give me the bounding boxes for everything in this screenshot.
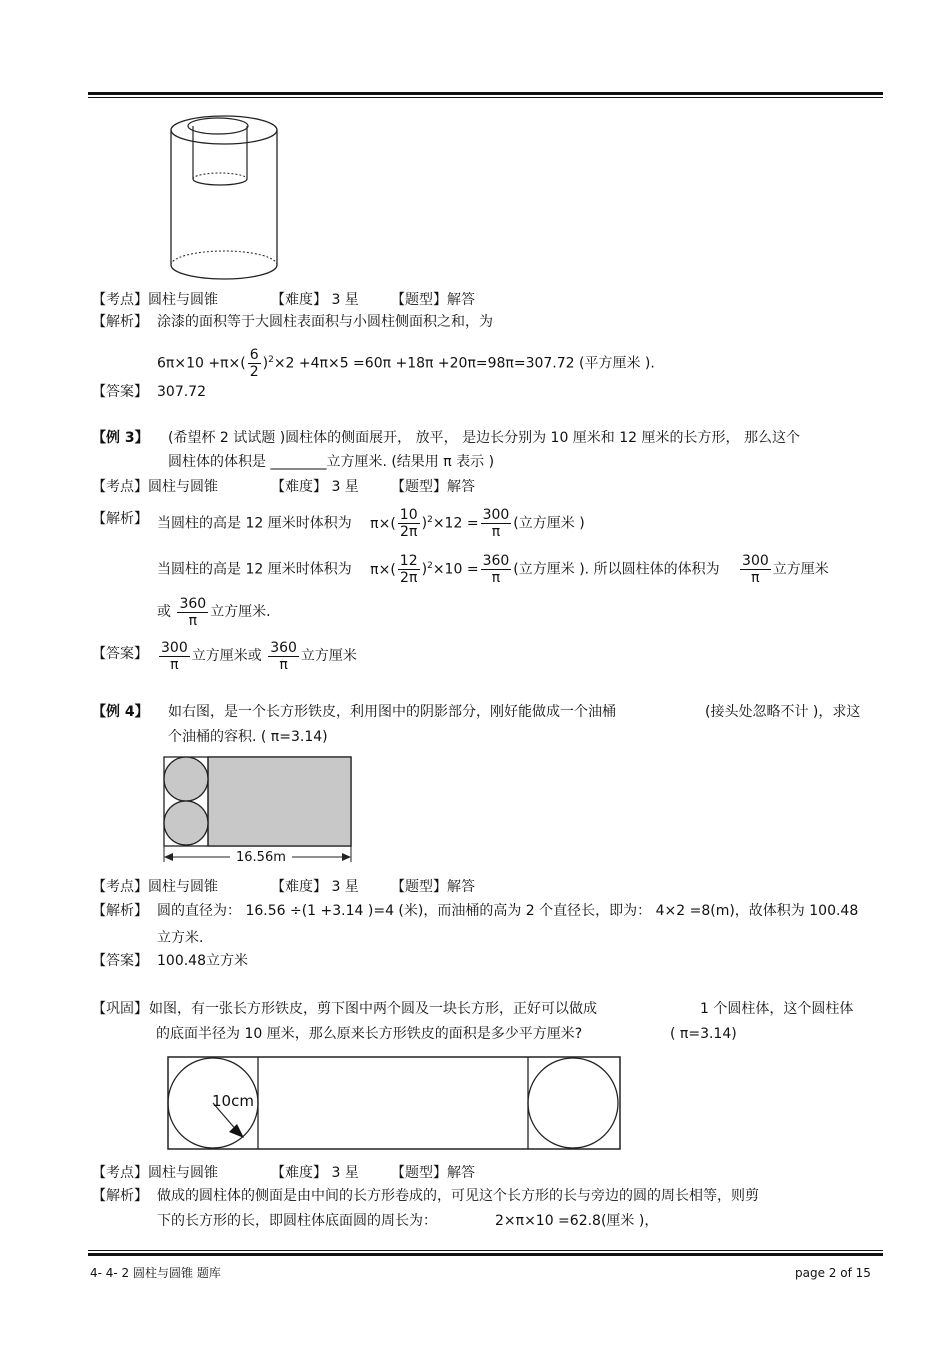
formula-line — [157, 340, 655, 384]
fraction — [481, 553, 512, 586]
formula-part: ×10 = — [432, 561, 479, 578]
unit: 立方厘米或 — [191, 648, 262, 664]
example-3-line1: (希望杯 2 试试题 )圆柱体的侧面展开， 放平， 是边长分别为 10 厘米和 12 厘米的长方形， 那么这个 — [168, 430, 800, 446]
denominator: π — [491, 524, 501, 541]
denominator: 2π — [400, 524, 418, 541]
fraction — [248, 347, 261, 380]
denominator: π — [751, 570, 760, 587]
exponent: 2 — [427, 561, 433, 571]
jiexi-line1: 圆的直径为： 16.56 ÷(1 +3.14 )=4 (米)，而油桶的高为 2 个直径长，即为： 4×2 =8(m)，故体积为 100.48 — [157, 903, 859, 919]
answer-value: 100.48立方米 — [157, 953, 248, 969]
fraction — [481, 507, 512, 540]
denominator: π — [491, 570, 501, 587]
radius-label: 10cm — [212, 1092, 254, 1110]
gonggu-label: 【巩固】 — [92, 1001, 148, 1017]
fraction — [159, 640, 190, 673]
footer-left: 4- 4- 2 圆柱与圆锥 题库 — [90, 1266, 221, 1280]
formula-part: ) — [262, 355, 269, 372]
jiexi-label: 【解析】 — [92, 903, 148, 919]
formula-part: 6π×10 +π×( — [157, 355, 246, 372]
meta-tixing: 【题型】解答 — [391, 1165, 475, 1181]
numerator: 300 — [742, 553, 769, 570]
meta-nandu: 【难度】 3 星 — [271, 1165, 359, 1181]
meta-nandu: 【难度】 3 星 — [271, 479, 359, 495]
denominator: π — [279, 656, 288, 673]
meta-tixing: 【题型】解答 — [391, 879, 475, 895]
answer-label: 【答案】 — [92, 953, 148, 969]
exponent: 2 — [268, 355, 274, 365]
answer-value: 307.72 — [157, 384, 206, 400]
solution-text: 或 — [157, 604, 171, 620]
solution-text: 当圆柱的高是 12 厘米时体积为 — [157, 515, 352, 532]
denominator: π — [170, 656, 179, 673]
nested-cylinder-figure — [160, 108, 290, 280]
numerator: 10 — [399, 507, 418, 524]
jiexi-label: 【解析】 — [92, 314, 148, 330]
meta-nandu: 【难度】 3 星 — [271, 292, 359, 308]
formula-part: ) — [421, 515, 428, 532]
example-3-line2: 圆柱体的体积是 ________立方厘米. (结果用 π 表示 ) — [168, 454, 495, 470]
numerator: 12 — [399, 553, 418, 570]
example-4-line2: 个油桶的容积. ( π=3.14) — [168, 729, 328, 745]
solution-line-2 — [157, 546, 829, 590]
solution-line-1 — [157, 500, 585, 544]
numerator: 300 — [161, 639, 188, 656]
solution-text: 当圆柱的高是 12 厘米时体积为 — [157, 561, 352, 578]
exponent: 2 — [427, 515, 433, 525]
meta-kaodian: 【考点】圆柱与圆锥 — [92, 879, 218, 895]
unit: 立方厘米. — [210, 604, 271, 620]
denominator: π — [188, 612, 198, 629]
jiexi-line1: 做成的圆柱体的侧面是由中间的长方形卷成的，可见这个长方形的长与旁边的圆的周长相等，则剪 — [157, 1188, 759, 1204]
example-4-line1a: 如右图，是一个长方形铁皮，利用图中的阴影部分，刚好能做成一个油桶 — [168, 704, 616, 720]
footer-page-number: page 2 of 15 — [795, 1266, 871, 1280]
answer-value — [157, 636, 357, 676]
solution-line-3 — [157, 592, 271, 632]
gonggu-line2a: 的底面半径为 10 厘米，那么原来长方形铁皮的面积是多少平方厘米? — [156, 1026, 583, 1042]
meta-nandu: 【难度】 3 星 — [271, 879, 359, 895]
formula-part: ×12 = — [432, 515, 479, 532]
meta-tixing: 【题型】解答 — [391, 479, 475, 495]
jiexi-line2a: 下的长方形的长，即圆柱体底面圆的周长为： — [157, 1213, 437, 1229]
numerator: 360 — [482, 553, 510, 570]
header-rule-thick — [88, 92, 883, 95]
jiexi-text: 涂漆的面积等于大圆柱表面积与小圆柱侧面积之和，为 — [157, 314, 493, 330]
formula-part: ×2 +4π×5 =60π +18π +20π=98π=307.72 (平方厘米 ). — [273, 355, 655, 372]
header-rule-thin — [88, 97, 883, 98]
figure-width-label: 16.56m — [236, 850, 286, 865]
numerator: 360 — [270, 639, 297, 656]
fraction — [398, 507, 420, 540]
unit: (立方厘米 ). 所以圆柱体的体积为 — [513, 561, 720, 578]
formula-part: ) — [421, 561, 428, 578]
jiexi-line2b: 2×π×10 =62.8(厘米 )， — [495, 1213, 659, 1229]
formula-part: π×( — [370, 515, 396, 532]
answer-label: 【答案】 — [92, 646, 148, 662]
numerator: 6 — [249, 347, 259, 364]
answer-label: 【答案】 — [92, 384, 148, 400]
numerator: 360 — [179, 595, 207, 612]
denominator: 2 — [249, 364, 259, 381]
meta-kaodian: 【考点】圆柱与圆锥 — [92, 1165, 218, 1181]
formula-part: π×( — [370, 561, 396, 578]
jiexi-label: 【解析】 — [92, 511, 148, 527]
example-3-label: 【例 3】 — [92, 430, 149, 446]
fraction — [398, 553, 420, 586]
jiexi-label: 【解析】 — [92, 1188, 148, 1204]
fraction — [177, 596, 208, 629]
gonggu-line2b: ( π=3.14) — [670, 1026, 737, 1042]
fraction — [268, 640, 299, 673]
example-4-label: 【例 4】 — [92, 704, 149, 720]
jiexi-line2: 立方米. — [157, 930, 204, 946]
unit: 立方厘米 — [300, 648, 357, 664]
meta-kaodian: 【考点】圆柱与圆锥 — [92, 479, 218, 495]
meta-kaodian: 【考点】圆柱与圆锥 — [92, 292, 218, 308]
gonggu-line1a: 如图，有一张长方形铁皮，剪下图中两个圆及一块长方形，正好可以做成 — [149, 1001, 597, 1017]
denominator: 2π — [400, 570, 418, 587]
unit: (立方厘米 ) — [513, 515, 585, 532]
unit: 立方厘米 — [772, 561, 829, 578]
example-4-line1b: (接头处忽略不计 )，求这 — [705, 704, 861, 720]
footer-rule-thick — [88, 1253, 883, 1256]
footer-rule-thin — [88, 1250, 883, 1251]
gonggu-line1b: 1 个圆柱体，这个圆柱体 — [700, 1001, 854, 1017]
numerator: 300 — [482, 507, 510, 524]
fraction — [740, 553, 771, 586]
meta-tixing: 【题型】解答 — [391, 292, 475, 308]
